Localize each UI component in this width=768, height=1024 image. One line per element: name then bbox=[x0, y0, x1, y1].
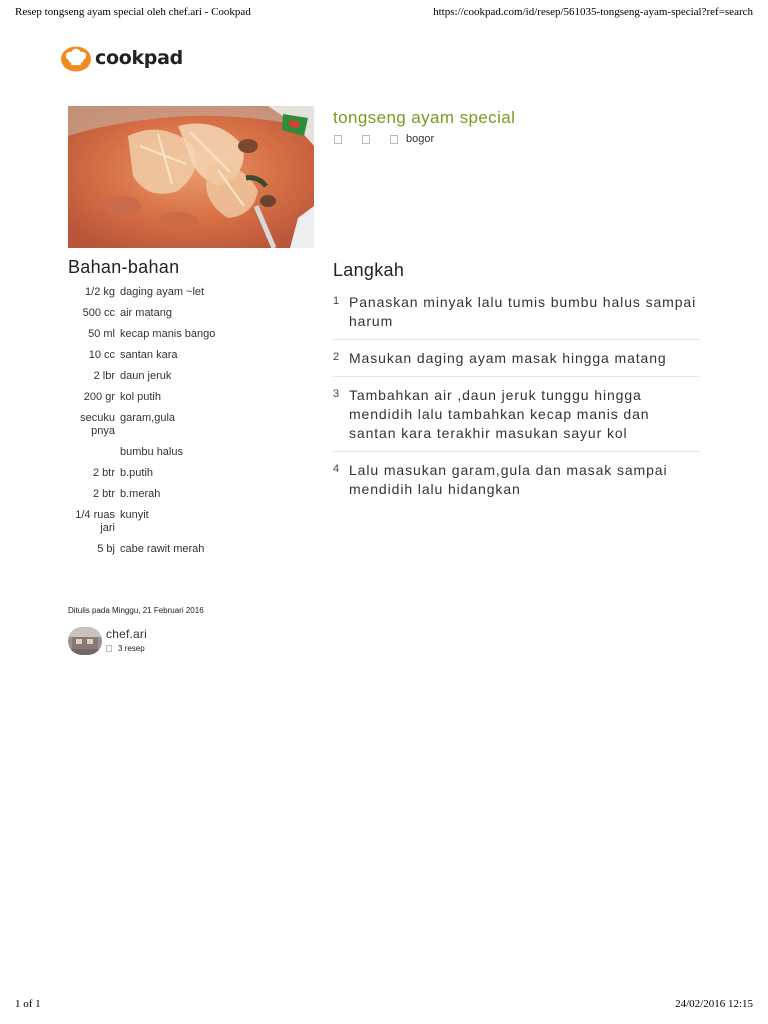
author-name[interactable]: chef.ari bbox=[106, 627, 147, 641]
ingredient-name: santan kara bbox=[120, 349, 178, 361]
recipe-title: tongseng ayam special bbox=[333, 108, 516, 127]
print-datetime: 24/02/2016 12:15 bbox=[675, 998, 753, 1010]
ingredient-item bbox=[68, 328, 314, 341]
ingredient-qty: 500 cc bbox=[82, 307, 115, 319]
ingredient-group-label: bumbu halus bbox=[120, 446, 183, 458]
book-icon bbox=[106, 645, 112, 652]
ingredients-list bbox=[68, 286, 314, 564]
print-page-title: Resep tongseng ayam special oleh chef.ari - Cookpad bbox=[15, 6, 251, 18]
cookpad-logo[interactable] bbox=[60, 44, 183, 72]
ingredient-qty: 10 cc bbox=[88, 349, 115, 361]
ingredient-item bbox=[68, 509, 314, 535]
step-text: Masukan daging ayam masak hingga matang bbox=[349, 350, 667, 366]
page-number: 1 of 1 bbox=[15, 998, 41, 1010]
ingredient-name: kecap manis bango bbox=[120, 328, 216, 340]
ingredient-qty: 5 bj bbox=[97, 543, 115, 555]
ingredient-item bbox=[68, 412, 314, 438]
avatar[interactable] bbox=[68, 627, 102, 655]
ingredient-qty: 1/2 kg bbox=[85, 286, 115, 298]
step-number: 4 bbox=[333, 463, 340, 475]
recipe-meta bbox=[334, 133, 434, 145]
bookmark-icon[interactable] bbox=[334, 135, 342, 144]
step-item bbox=[333, 292, 700, 340]
step-number: 1 bbox=[333, 295, 340, 307]
ingredient-item bbox=[68, 391, 314, 404]
ingredient-name: garam,gula bbox=[120, 412, 176, 424]
ingredient-item bbox=[68, 488, 314, 501]
ingredient-subheading bbox=[68, 446, 314, 459]
ingredient-item bbox=[68, 286, 314, 299]
ingredient-item bbox=[68, 543, 314, 556]
step-number: 3 bbox=[333, 388, 340, 400]
step-number: 2 bbox=[333, 351, 340, 363]
written-date: Ditulis pada Minggu, 21 Februari 2016 bbox=[68, 606, 204, 615]
ingredients-heading: Bahan-bahan bbox=[68, 257, 180, 277]
ingredient-qty: 2 lbr bbox=[93, 370, 115, 382]
ingredient-name: kunyit bbox=[120, 509, 149, 521]
step-text: Panaskan minyak lalu tumis bumbu halus sampai harum bbox=[349, 294, 697, 329]
step-item bbox=[333, 385, 700, 452]
step-text: Lalu masukan garam,gula dan masak sampai mendidih lalu hidangkan bbox=[349, 462, 668, 497]
steps-heading: Langkah bbox=[333, 260, 405, 280]
brand-name: cookpad bbox=[95, 47, 183, 69]
ingredient-qty: 2 btr bbox=[92, 467, 115, 479]
ingredient-name: air matang bbox=[120, 307, 172, 319]
step-item bbox=[333, 348, 700, 377]
ingredient-name: kol putih bbox=[120, 391, 161, 403]
ingredient-item bbox=[68, 370, 314, 383]
ingredient-qty: 50 ml bbox=[88, 328, 115, 340]
recipe-location: bogor bbox=[406, 133, 435, 145]
ingredient-name: cabe rawit merah bbox=[120, 543, 205, 555]
ingredient-item bbox=[68, 349, 314, 362]
author-card[interactable] bbox=[68, 627, 147, 655]
ingredient-name: daun jeruk bbox=[120, 370, 172, 382]
share-icon[interactable] bbox=[362, 135, 370, 144]
ingredient-name: daging ayam ~let bbox=[120, 286, 205, 298]
ingredient-qty: 2 btr bbox=[92, 488, 115, 500]
ingredient-qty: 200 gr bbox=[83, 391, 115, 403]
steps-list bbox=[333, 292, 700, 515]
ingredient-qty: secuku pnya bbox=[80, 412, 115, 437]
ingredient-qty: 1/4 ruas jari bbox=[75, 509, 115, 534]
ingredient-item bbox=[68, 467, 314, 480]
print-url: https://cookpad.com/id/resep/561035-tongseng-ayam-special?ref=search bbox=[433, 6, 753, 18]
recipe-count-label: 3 resep bbox=[118, 644, 145, 653]
print-footer bbox=[15, 998, 753, 1012]
step-text: Tambahkan air ,daun jeruk tunggu hingga mendidih lalu tambahkan kecap manis dan santan kara terakhir masukan sayur kol bbox=[349, 387, 650, 441]
chef-hat-icon bbox=[60, 44, 92, 72]
author-recipe-count bbox=[106, 644, 147, 653]
recipe-photo bbox=[68, 106, 314, 248]
location-icon bbox=[390, 135, 398, 144]
step-item bbox=[333, 460, 700, 507]
print-header bbox=[15, 6, 753, 20]
ingredient-name: b.putih bbox=[120, 467, 154, 479]
ingredient-name: b.merah bbox=[120, 488, 161, 500]
ingredient-item bbox=[68, 307, 314, 320]
